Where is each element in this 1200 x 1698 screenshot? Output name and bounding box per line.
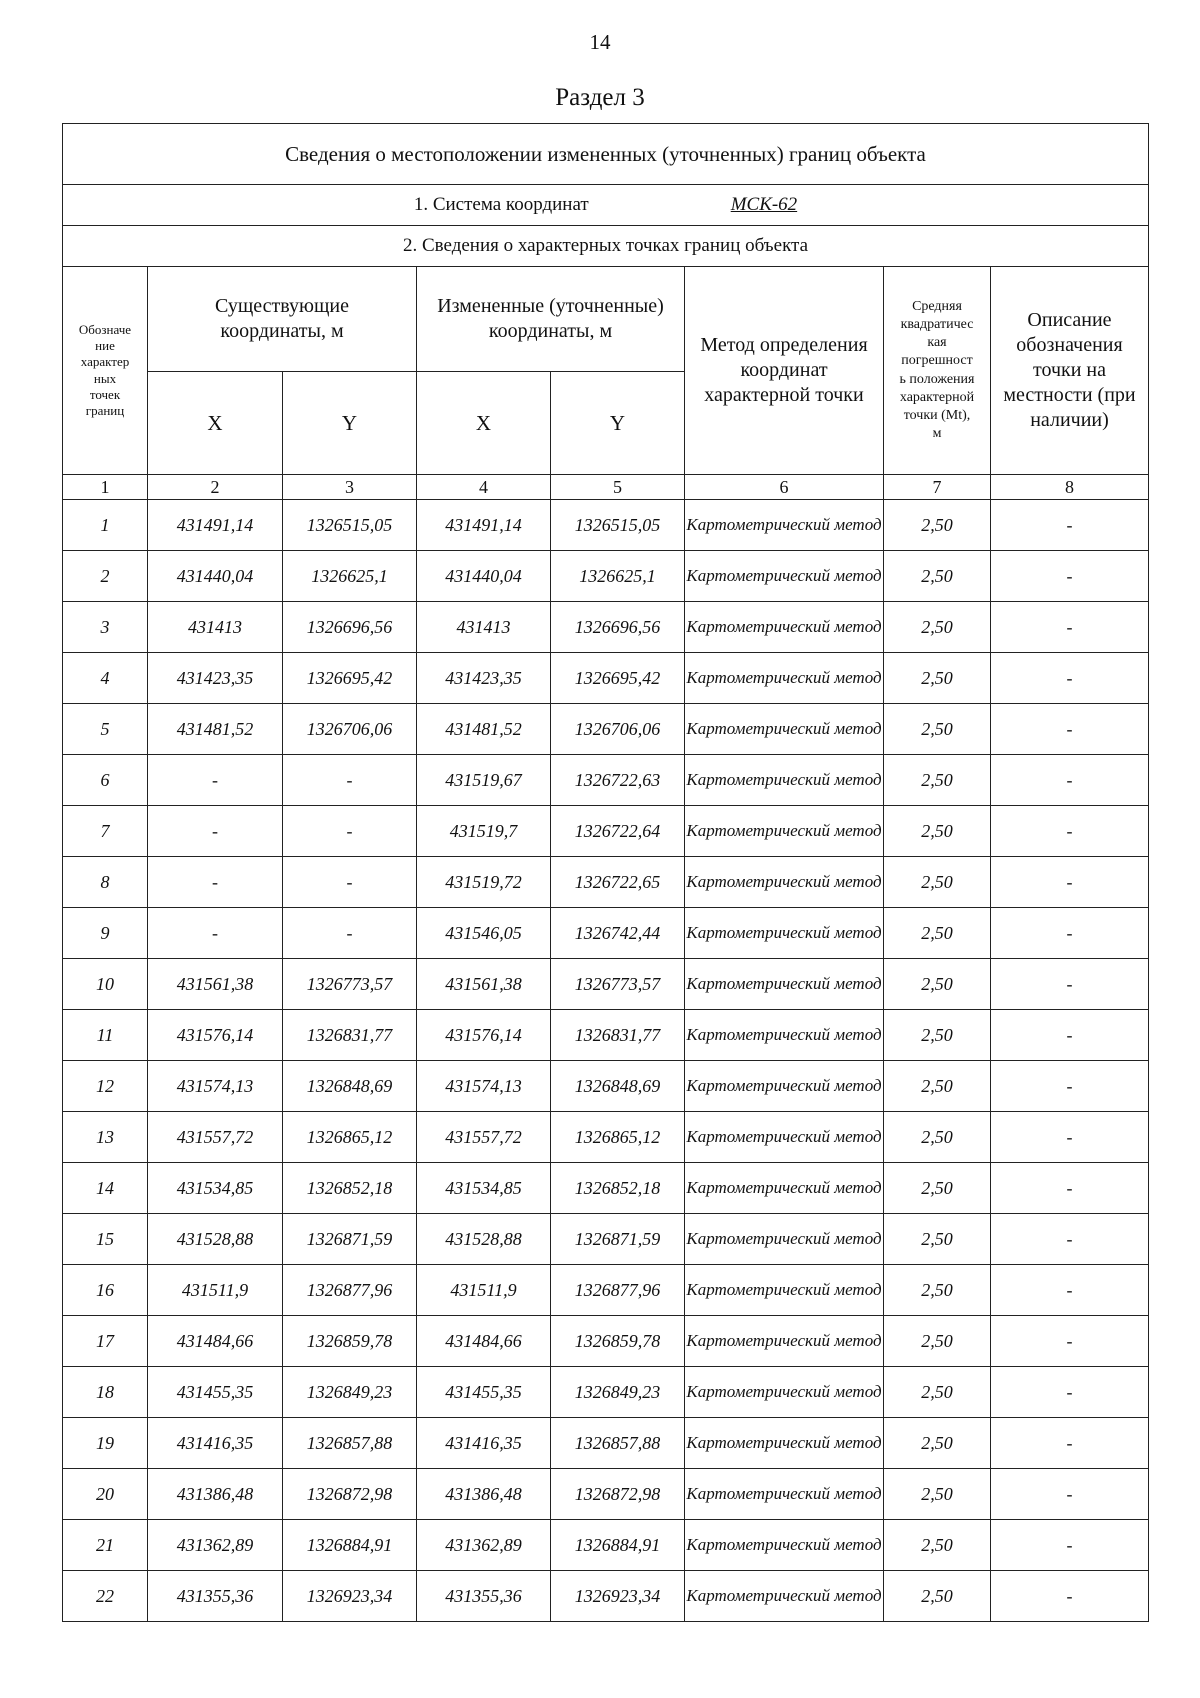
changed-y-cell: 1326773,57 <box>551 959 685 1010</box>
method-cell: Картометрический метод <box>685 1112 884 1163</box>
method-cell: Картометрический метод <box>685 806 884 857</box>
method-cell: Картометрический метод <box>685 908 884 959</box>
changed-x-cell: 431519,72 <box>417 857 551 908</box>
description-cell: - <box>991 1214 1149 1265</box>
changed-y-cell: 1326696,56 <box>551 602 685 653</box>
existing-y-cell: 1326871,59 <box>283 1214 417 1265</box>
column-number: 5 <box>551 475 685 500</box>
description-cell: - <box>991 1010 1149 1061</box>
table-row <box>63 1571 1149 1622</box>
existing-x-cell: 431413 <box>148 602 283 653</box>
point-number-cell: 6 <box>63 755 148 806</box>
accuracy-cell: 2,50 <box>884 500 991 551</box>
existing-x-cell: 431440,04 <box>148 551 283 602</box>
description-cell: - <box>991 1265 1149 1316</box>
changed-y-cell: 1326884,91 <box>551 1520 685 1571</box>
header-description: Описание обозначения точки на местности (при наличии) <box>991 267 1149 475</box>
changed-x-cell: 431546,05 <box>417 908 551 959</box>
existing-y-cell: 1326857,88 <box>283 1418 417 1469</box>
existing-y-cell: - <box>283 908 417 959</box>
changed-y-cell: 1326849,23 <box>551 1367 685 1418</box>
column-number: 8 <box>991 475 1149 500</box>
table-row <box>63 1010 1149 1061</box>
existing-x-cell: - <box>148 806 283 857</box>
method-cell: Картометрический метод <box>685 1163 884 1214</box>
table-row <box>63 755 1149 806</box>
description-cell: - <box>991 1520 1149 1571</box>
accuracy-cell: 2,50 <box>884 755 991 806</box>
method-cell: Картометрический метод <box>685 653 884 704</box>
description-cell: - <box>991 1367 1149 1418</box>
table-row <box>63 1214 1149 1265</box>
point-number-cell: 13 <box>63 1112 148 1163</box>
coord-system-value: МСК-62 <box>730 194 798 215</box>
existing-x-cell: 431576,14 <box>148 1010 283 1061</box>
existing-y-cell: - <box>283 755 417 806</box>
accuracy-cell: 2,50 <box>884 1214 991 1265</box>
existing-x-cell: - <box>148 755 283 806</box>
accuracy-cell: 2,50 <box>884 959 991 1010</box>
method-cell: Картометрический метод <box>685 959 884 1010</box>
table-row <box>63 653 1149 704</box>
header-point-designation: Обозначе ние характер ных точек границ <box>63 267 148 475</box>
accuracy-cell: 2,50 <box>884 1418 991 1469</box>
table-row <box>63 1520 1149 1571</box>
existing-y-cell: 1326872,98 <box>283 1469 417 1520</box>
changed-x-cell: 431574,13 <box>417 1061 551 1112</box>
existing-y-cell: 1326706,06 <box>283 704 417 755</box>
existing-x-cell: 431484,66 <box>148 1316 283 1367</box>
table-row <box>63 1061 1149 1112</box>
point-number-cell: 22 <box>63 1571 148 1622</box>
changed-x-cell: 431481,52 <box>417 704 551 755</box>
changed-y-cell: 1326852,18 <box>551 1163 685 1214</box>
point-number-cell: 7 <box>63 806 148 857</box>
existing-y-cell: 1326852,18 <box>283 1163 417 1214</box>
method-cell: Картометрический метод <box>685 1010 884 1061</box>
table-row <box>63 1469 1149 1520</box>
header-changed-coords: Измененные (уточненные) координаты, м <box>417 267 685 372</box>
accuracy-cell: 2,50 <box>884 551 991 602</box>
existing-x-cell: 431416,35 <box>148 1418 283 1469</box>
existing-y-cell: - <box>283 857 417 908</box>
point-number-cell: 8 <box>63 857 148 908</box>
point-number-cell: 21 <box>63 1520 148 1571</box>
description-cell: - <box>991 500 1149 551</box>
header-existing-y: Y <box>283 372 417 475</box>
description-cell: - <box>991 755 1149 806</box>
column-number: 2 <box>148 475 283 500</box>
changed-y-cell: 1326706,06 <box>551 704 685 755</box>
point-number-cell: 14 <box>63 1163 148 1214</box>
point-number-cell: 15 <box>63 1214 148 1265</box>
changed-y-cell: 1326865,12 <box>551 1112 685 1163</box>
changed-x-cell: 431413 <box>417 602 551 653</box>
table-row <box>63 1367 1149 1418</box>
existing-x-cell: 431386,48 <box>148 1469 283 1520</box>
column-number: 3 <box>283 475 417 500</box>
point-number-cell: 18 <box>63 1367 148 1418</box>
existing-x-cell: 431423,35 <box>148 653 283 704</box>
existing-y-cell: 1326877,96 <box>283 1265 417 1316</box>
changed-x-cell: 431557,72 <box>417 1112 551 1163</box>
accuracy-cell: 2,50 <box>884 1469 991 1520</box>
description-cell: - <box>991 1418 1149 1469</box>
header-existing-x: X <box>148 372 283 475</box>
method-cell: Картометрический метод <box>685 1469 884 1520</box>
existing-y-cell: 1326849,23 <box>283 1367 417 1418</box>
changed-x-cell: 431386,48 <box>417 1469 551 1520</box>
method-cell: Картометрический метод <box>685 1316 884 1367</box>
existing-x-cell: 431574,13 <box>148 1061 283 1112</box>
accuracy-cell: 2,50 <box>884 1316 991 1367</box>
changed-y-cell: 1326515,05 <box>551 500 685 551</box>
description-cell: - <box>991 1469 1149 1520</box>
existing-x-cell: 431455,35 <box>148 1367 283 1418</box>
changed-y-cell: 1326722,65 <box>551 857 685 908</box>
existing-x-cell: 431561,38 <box>148 959 283 1010</box>
method-cell: Картометрический метод <box>685 755 884 806</box>
changed-y-cell: 1326722,63 <box>551 755 685 806</box>
accuracy-cell: 2,50 <box>884 1571 991 1622</box>
changed-x-cell: 431491,14 <box>417 500 551 551</box>
description-cell: - <box>991 959 1149 1010</box>
description-cell: - <box>991 1061 1149 1112</box>
accuracy-cell: 2,50 <box>884 1520 991 1571</box>
accuracy-cell: 2,50 <box>884 653 991 704</box>
changed-y-cell: 1326848,69 <box>551 1061 685 1112</box>
changed-y-cell: 1326871,59 <box>551 1214 685 1265</box>
changed-y-cell: 1326859,78 <box>551 1316 685 1367</box>
changed-x-cell: 431440,04 <box>417 551 551 602</box>
header-method: Метод определения координат характерной точки <box>685 267 884 475</box>
table-row <box>63 1163 1149 1214</box>
existing-y-cell: 1326848,69 <box>283 1061 417 1112</box>
table-row <box>63 806 1149 857</box>
description-cell: - <box>991 908 1149 959</box>
existing-y-cell: 1326884,91 <box>283 1520 417 1571</box>
existing-y-cell: - <box>283 806 417 857</box>
existing-y-cell: 1326859,78 <box>283 1316 417 1367</box>
accuracy-cell: 2,50 <box>884 806 991 857</box>
changed-x-cell: 431362,89 <box>417 1520 551 1571</box>
accuracy-cell: 2,50 <box>884 908 991 959</box>
existing-x-cell: 431534,85 <box>148 1163 283 1214</box>
coord-system-row <box>63 185 1149 226</box>
existing-x-cell: - <box>148 908 283 959</box>
table-row <box>63 551 1149 602</box>
table-row <box>63 959 1149 1010</box>
description-cell: - <box>991 653 1149 704</box>
table-row <box>63 602 1149 653</box>
accuracy-cell: 2,50 <box>884 857 991 908</box>
accuracy-cell: 2,50 <box>884 1367 991 1418</box>
description-cell: - <box>991 1112 1149 1163</box>
table-row <box>63 1418 1149 1469</box>
changed-x-cell: 431528,88 <box>417 1214 551 1265</box>
column-number: 6 <box>685 475 884 500</box>
accuracy-cell: 2,50 <box>884 1010 991 1061</box>
table-row <box>63 500 1149 551</box>
method-cell: Картометрический метод <box>685 551 884 602</box>
method-cell: Картометрический метод <box>685 1061 884 1112</box>
method-cell: Картометрический метод <box>685 1571 884 1622</box>
existing-x-cell: - <box>148 857 283 908</box>
changed-y-cell: 1326872,98 <box>551 1469 685 1520</box>
description-cell: - <box>991 857 1149 908</box>
existing-y-cell: 1326625,1 <box>283 551 417 602</box>
coord-system-label: 1. Система координат <box>413 194 589 215</box>
column-number: 7 <box>884 475 991 500</box>
column-number: 4 <box>417 475 551 500</box>
point-number-cell: 3 <box>63 602 148 653</box>
description-cell: - <box>991 602 1149 653</box>
existing-x-cell: 431557,72 <box>148 1112 283 1163</box>
existing-y-cell: 1326923,34 <box>283 1571 417 1622</box>
points-caption: 2. Сведения о характерных точках границ объекта <box>63 226 1149 267</box>
accuracy-cell: 2,50 <box>884 704 991 755</box>
existing-x-cell: 431491,14 <box>148 500 283 551</box>
changed-x-cell: 431511,9 <box>417 1265 551 1316</box>
accuracy-cell: 2,50 <box>884 602 991 653</box>
description-cell: - <box>991 551 1149 602</box>
header-accuracy: Средняя квадратичес кая погрешност ь положения характерной точки (Mt), м <box>884 267 991 475</box>
changed-x-cell: 431519,7 <box>417 806 551 857</box>
method-cell: Картометрический метод <box>685 1367 884 1418</box>
changed-y-cell: 1326831,77 <box>551 1010 685 1061</box>
changed-x-cell: 431484,66 <box>417 1316 551 1367</box>
existing-x-cell: 431528,88 <box>148 1214 283 1265</box>
existing-x-cell: 431511,9 <box>148 1265 283 1316</box>
method-cell: Картометрический метод <box>685 704 884 755</box>
table-row <box>63 704 1149 755</box>
existing-x-cell: 431481,52 <box>148 704 283 755</box>
existing-y-cell: 1326696,56 <box>283 602 417 653</box>
point-number-cell: 16 <box>63 1265 148 1316</box>
description-cell: - <box>991 806 1149 857</box>
changed-y-cell: 1326695,42 <box>551 653 685 704</box>
method-cell: Картометрический метод <box>685 1418 884 1469</box>
point-number-cell: 11 <box>63 1010 148 1061</box>
point-number-cell: 1 <box>63 500 148 551</box>
column-numbers-row <box>63 475 1149 500</box>
changed-y-cell: 1326857,88 <box>551 1418 685 1469</box>
boundary-points-table <box>62 123 1149 1622</box>
existing-y-cell: 1326773,57 <box>283 959 417 1010</box>
changed-x-cell: 431561,38 <box>417 959 551 1010</box>
changed-x-cell: 431423,35 <box>417 653 551 704</box>
description-cell: - <box>991 1571 1149 1622</box>
changed-x-cell: 431576,14 <box>417 1010 551 1061</box>
page-number: 14 <box>589 30 611 54</box>
description-cell: - <box>991 1316 1149 1367</box>
existing-y-cell: 1326515,05 <box>283 500 417 551</box>
point-number-cell: 9 <box>63 908 148 959</box>
accuracy-cell: 2,50 <box>884 1112 991 1163</box>
changed-x-cell: 431416,35 <box>417 1418 551 1469</box>
table-row <box>63 1112 1149 1163</box>
method-cell: Картометрический метод <box>685 857 884 908</box>
method-cell: Картометрический метод <box>685 500 884 551</box>
changed-y-cell: 1326877,96 <box>551 1265 685 1316</box>
description-cell: - <box>991 704 1149 755</box>
point-number-cell: 2 <box>63 551 148 602</box>
point-number-cell: 12 <box>63 1061 148 1112</box>
table-row <box>63 857 1149 908</box>
header-changed-x: X <box>417 372 551 475</box>
changed-y-cell: 1326742,44 <box>551 908 685 959</box>
existing-y-cell: 1326695,42 <box>283 653 417 704</box>
point-number-cell: 4 <box>63 653 148 704</box>
point-number-cell: 19 <box>63 1418 148 1469</box>
existing-y-cell: 1326831,77 <box>283 1010 417 1061</box>
existing-y-cell: 1326865,12 <box>283 1112 417 1163</box>
column-number: 1 <box>63 475 148 500</box>
accuracy-cell: 2,50 <box>884 1265 991 1316</box>
existing-x-cell: 431362,89 <box>148 1520 283 1571</box>
table-row <box>63 1316 1149 1367</box>
method-cell: Картометрический метод <box>685 1520 884 1571</box>
changed-y-cell: 1326923,34 <box>551 1571 685 1622</box>
method-cell: Картометрический метод <box>685 1214 884 1265</box>
section-title: Раздел 3 <box>555 84 645 111</box>
table-title: Сведения о местоположении измененных (уточненных) границ объекта <box>63 124 1149 185</box>
table-row <box>63 908 1149 959</box>
changed-y-cell: 1326625,1 <box>551 551 685 602</box>
point-number-cell: 10 <box>63 959 148 1010</box>
changed-x-cell: 431455,35 <box>417 1367 551 1418</box>
point-number-cell: 17 <box>63 1316 148 1367</box>
table-row <box>63 1265 1149 1316</box>
point-number-cell: 5 <box>63 704 148 755</box>
accuracy-cell: 2,50 <box>884 1061 991 1112</box>
accuracy-cell: 2,50 <box>884 1163 991 1214</box>
method-cell: Картометрический метод <box>685 1265 884 1316</box>
existing-x-cell: 431355,36 <box>148 1571 283 1622</box>
changed-x-cell: 431534,85 <box>417 1163 551 1214</box>
point-number-cell: 20 <box>63 1469 148 1520</box>
changed-y-cell: 1326722,64 <box>551 806 685 857</box>
header-changed-y: Y <box>551 372 685 475</box>
description-cell: - <box>991 1163 1149 1214</box>
changed-x-cell: 431519,67 <box>417 755 551 806</box>
method-cell: Картометрический метод <box>685 602 884 653</box>
changed-x-cell: 431355,36 <box>417 1571 551 1622</box>
header-existing-coords: Существующие координаты, м <box>148 267 417 372</box>
